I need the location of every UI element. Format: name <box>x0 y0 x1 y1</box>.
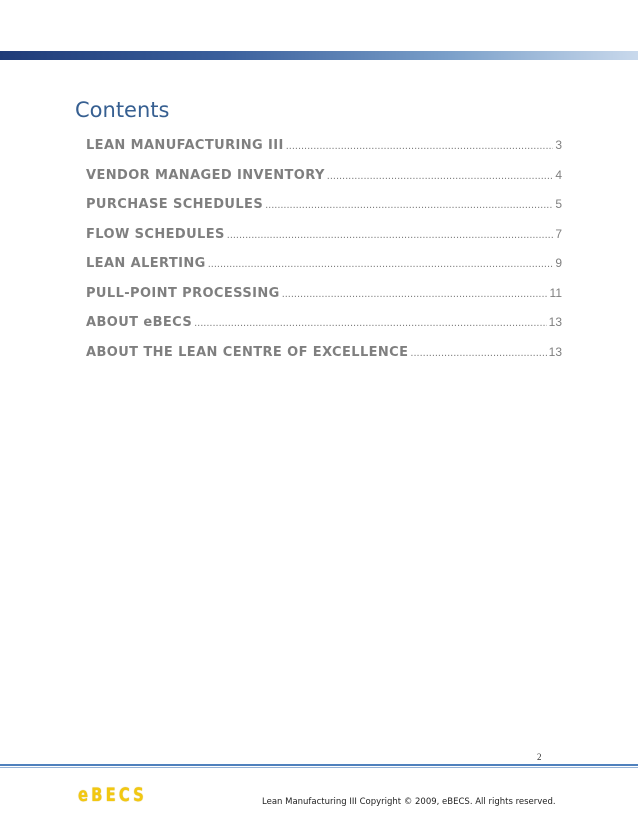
ebecs-logo: eBECS <box>78 784 147 806</box>
footer-rule-thin <box>0 767 638 768</box>
toc-entry-page: 11 <box>549 285 562 300</box>
toc-leader-dots <box>208 258 554 270</box>
toc-entry-label: VENDOR MANAGED INVENTORY <box>86 167 325 183</box>
toc-entry-label: ABOUT eBECS <box>86 315 193 330</box>
toc-entry-label: LEAN MANUFACTURING III <box>86 138 284 153</box>
toc-entry-page: 7 <box>555 226 562 241</box>
toc-leader-dots <box>194 317 547 329</box>
toc-entry[interactable] <box>86 345 562 375</box>
toc-leader-dots <box>265 199 553 211</box>
toc-leader-dots <box>286 140 554 152</box>
footer-copyright: Lean Manufacturing III Copyright © 2009, eBECS. All rights reserved. <box>262 797 556 807</box>
header-band <box>0 51 638 60</box>
contents-heading: Contents <box>75 98 170 122</box>
toc-entry-page: 13 <box>548 315 562 329</box>
toc-entry[interactable] <box>86 286 562 316</box>
toc-entry-label: ABOUT THE LEAN CENTRE OF EXCELLENCE <box>86 344 409 360</box>
toc-entry-label: FLOW SCHEDULES <box>86 226 225 242</box>
toc-entry[interactable] <box>86 227 562 257</box>
footer-rule <box>0 764 638 766</box>
toc-entry-label: PURCHASE SCHEDULES <box>86 197 264 212</box>
toc-entry[interactable] <box>86 168 562 198</box>
page-number: 2 <box>537 752 542 762</box>
toc-entry[interactable] <box>86 315 562 345</box>
toc-entry-label: PULL-POINT PROCESSING <box>86 285 280 301</box>
toc-entry-page: 4 <box>555 167 562 182</box>
toc-entry-page: 5 <box>555 197 562 211</box>
toc-leader-dots <box>410 347 546 359</box>
toc-leader-dots <box>282 288 548 300</box>
table-of-contents <box>86 138 562 374</box>
toc-entry-page: 9 <box>555 256 562 270</box>
toc-leader-dots <box>227 229 554 241</box>
toc-entry[interactable] <box>86 256 562 286</box>
toc-entry-page: 3 <box>555 138 562 152</box>
toc-entry[interactable] <box>86 197 562 227</box>
toc-entry-page: 13 <box>548 344 562 359</box>
toc-entry[interactable] <box>86 138 562 168</box>
toc-leader-dots <box>327 170 554 182</box>
toc-entry-label: LEAN ALERTING <box>86 256 206 271</box>
